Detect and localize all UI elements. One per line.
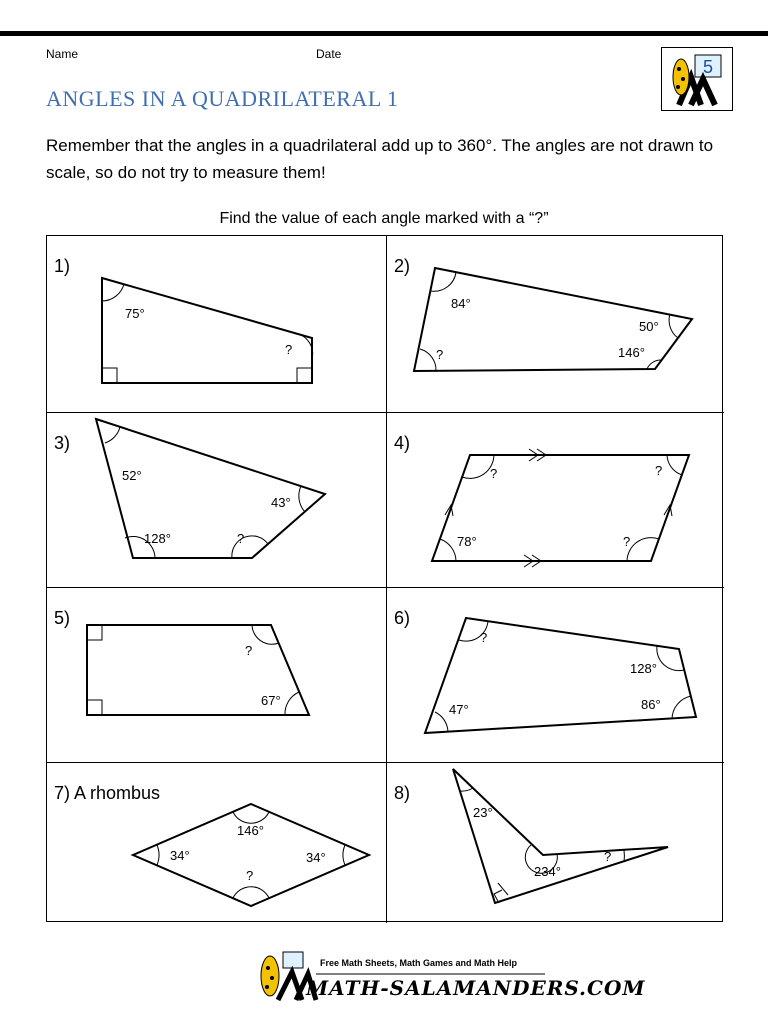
salamander-logo xyxy=(661,47,733,111)
problem-3-shape xyxy=(47,413,386,588)
intro-text: Remember that the angles in a quadrilateral add up to 360°. The angles are not drawn to scale, so do not try to measure them! xyxy=(46,136,714,182)
angle-label: ? xyxy=(246,868,254,883)
problem-number: 1) xyxy=(54,256,71,276)
angle-label: 52° xyxy=(122,468,142,483)
footer-site[interactable]: MATH-SALAMANDERS.COM xyxy=(306,976,646,1000)
angle-label: ? xyxy=(237,531,245,546)
problem-8-shape xyxy=(387,763,725,924)
problem-5 xyxy=(47,587,386,762)
problem-1-shape xyxy=(47,236,386,412)
angle-label: 128° xyxy=(144,531,171,546)
problem-2 xyxy=(386,236,724,412)
problem-number: 5) xyxy=(54,608,71,628)
problem-4-shape xyxy=(387,413,725,588)
angle-label: ? xyxy=(480,630,488,645)
angle-label: ? xyxy=(604,849,612,864)
angle-label: 78° xyxy=(457,534,477,549)
angle-label: 234° xyxy=(534,864,561,879)
angle-label: ? xyxy=(436,347,444,362)
angle-label: ? xyxy=(285,342,293,357)
problem-grid xyxy=(46,235,723,922)
problem-4 xyxy=(386,412,724,587)
angle-label: 34° xyxy=(170,848,190,863)
angle-label: 128° xyxy=(630,661,657,676)
logo-number: 5 xyxy=(702,57,714,77)
problem-5-shape xyxy=(47,588,386,763)
angle-label: 84° xyxy=(451,296,471,311)
problem-number: 6) xyxy=(394,608,411,628)
problem-6 xyxy=(386,587,724,762)
angle-label: 146° xyxy=(237,823,264,838)
angle-label: 67° xyxy=(261,693,281,708)
instruction: Find the value of each angle marked with a “?” xyxy=(219,210,549,227)
angle-label: 75° xyxy=(125,306,145,321)
angle-label: ? xyxy=(245,643,253,658)
problem-number: 3) xyxy=(54,433,71,453)
angle-label: 43° xyxy=(271,495,291,510)
problem-2-shape xyxy=(387,236,725,412)
angle-label: 86° xyxy=(641,697,661,712)
problem-number: 2) xyxy=(394,256,411,276)
footer-tagline: Free Math Sheets, Math Games and Math Help xyxy=(320,958,518,968)
problem-number: 8) xyxy=(394,783,411,803)
date-label: Date xyxy=(316,47,342,61)
page-title: ANGLES IN A QUADRILATERAL 1 xyxy=(46,86,399,111)
problem-6-shape xyxy=(387,588,725,763)
angle-label: ? xyxy=(623,534,631,549)
angle-label: 50° xyxy=(639,319,659,334)
angle-label: 34° xyxy=(306,850,326,865)
angle-label: 47° xyxy=(449,702,469,717)
problem-1 xyxy=(47,236,386,412)
problem-7 xyxy=(47,762,386,923)
problem-8 xyxy=(386,762,724,923)
problem-number: 4) xyxy=(394,433,411,453)
angle-label: ? xyxy=(655,463,663,478)
problem-number: 7) A rhombus xyxy=(54,783,161,803)
angle-label: ? xyxy=(490,466,498,481)
angle-label: 23° xyxy=(473,805,493,820)
name-label: Name xyxy=(46,47,79,61)
problem-3 xyxy=(47,412,386,587)
top-rule xyxy=(0,31,768,36)
problem-7-shape xyxy=(47,763,386,924)
angle-label: 146° xyxy=(618,345,645,360)
